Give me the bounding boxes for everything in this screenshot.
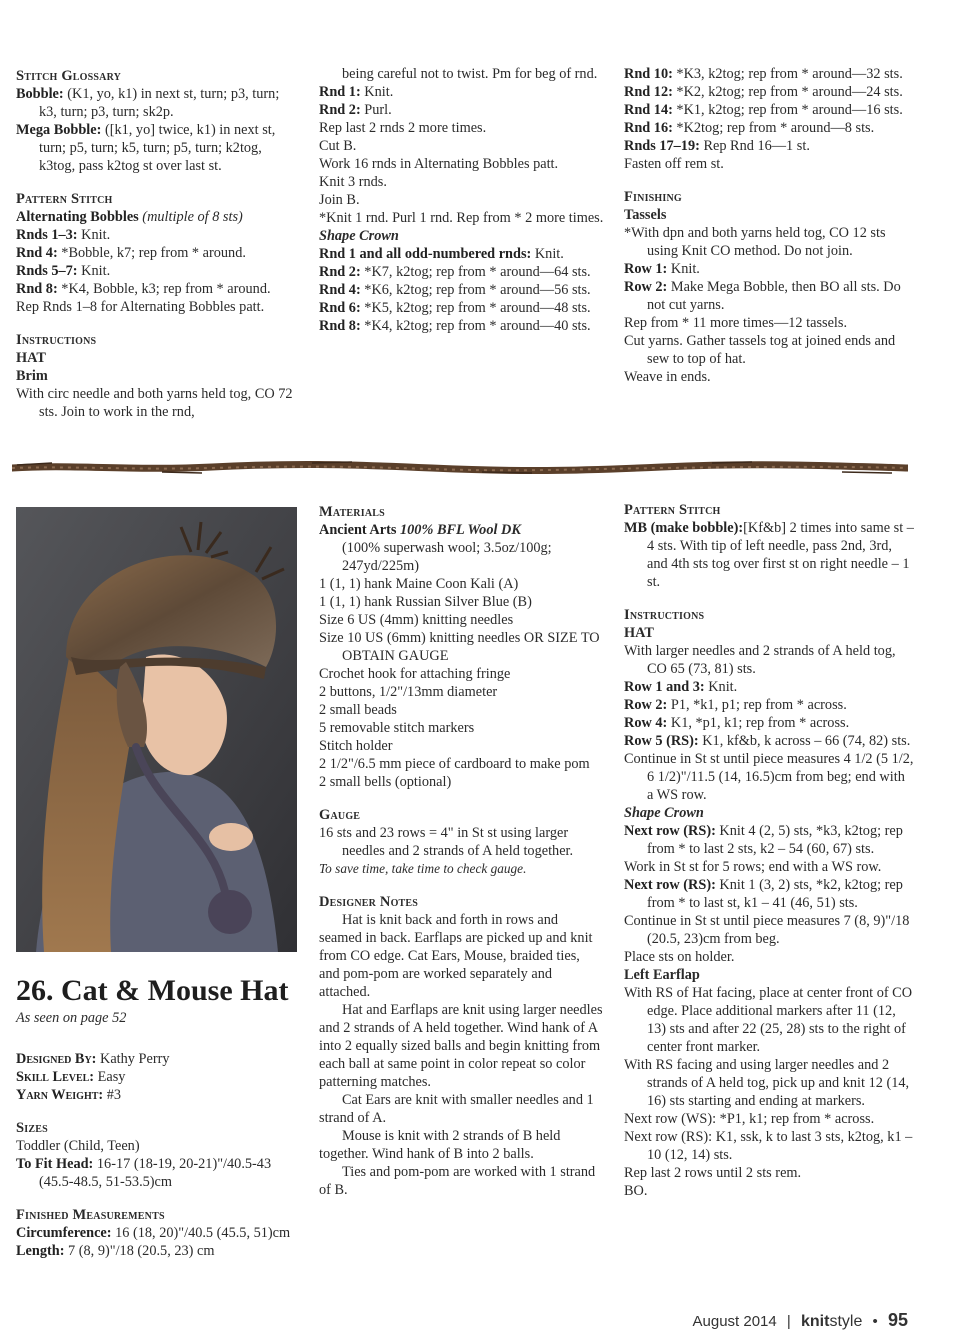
hat-cast-on: With larger needles and 2 strands of A held tog, CO 65 (73, 81) sts.	[624, 643, 896, 677]
note-1: Hat is knit back and forth in rows and seamed in back. Earflaps are picked up and knit from CO edge. Cat Ears, Mouse, braided ties, and pom-pom are worked separately and attached.	[319, 912, 593, 1000]
page-footer	[693, 1310, 909, 1331]
line-work-16: Work 16 rnds in Alternating Bobbles patt.	[319, 156, 559, 172]
gauge-note: To save time, take time to check gauge.	[319, 861, 527, 876]
tassels-4: Weave in ends.	[624, 369, 711, 385]
next-row-2: Next row (RS): Knit 1 (3, 2) sts, *k2, k2tog; rep from * to last st, k1 – 41 (46, 51) sts.	[624, 877, 903, 911]
rnd-10: Rnd 10: *K3, k2tog; rep from * around—32 sts.	[624, 66, 903, 82]
continue-2: Continue in St st until piece measures 7 (8, 9)"/18 (20.5, 23)cm from beg.	[624, 913, 910, 947]
seen-on-page: As seen on page 52	[16, 1010, 127, 1026]
yarn-name: Ancient Arts 100% BFL Wool DK	[319, 522, 521, 538]
note-2: Hat and Earflaps are knit using larger needles and 2 strands of A held together. Wind hank of A into 2 equally sized balls and begin knitting from each ball at same point in color repeat so color patterning matches.	[319, 1002, 603, 1090]
material-5: Crochet hook for attaching fringe	[319, 666, 511, 682]
materials-heading: Materials	[319, 504, 385, 520]
rnd-8: Rnd 8: *K4, Bobble, k3; rep from * around.	[16, 281, 271, 297]
continue-1: Continue in St st until piece measures 4 1/2 (5 1/2, 6 1/2)"/11.5 (14, 16.5)cm from beg; end with a WS row.	[624, 751, 914, 803]
material-9: Stitch holder	[319, 738, 393, 754]
tassels-3: Cut yarns. Gather tassels tog at joined ends and sew to top of hat.	[624, 333, 896, 367]
rnd-4: Rnd 4: *Bobble, k7; rep from * around.	[16, 245, 246, 261]
yarn-divider	[12, 456, 908, 480]
tassel-row-1: Row 1: Knit.	[624, 261, 700, 277]
sizes: Toddler (Child, Teen)	[16, 1138, 140, 1154]
gauge-text: 16 sts and 23 rows = 4" in St st using larger needles and 2 strands of A held together.	[319, 825, 574, 859]
bobble-def: Bobble: (K1, yo, k1) in next st, turn; p3, turn; k3, turn; p3, turn; sk2p.	[16, 86, 280, 120]
instructions-heading-2: Instructions	[624, 607, 705, 623]
pattern-stitch-heading: Pattern Stitch	[16, 191, 113, 207]
hat-heading: HAT	[16, 350, 46, 366]
hat-heading-2: HAT	[624, 625, 654, 641]
crown-rnd-4: Rnd 4: *K6, k2tog; rep from * around—56 sts.	[319, 282, 591, 298]
material-6: 2 buttons, 1/2"/13mm diameter	[319, 684, 498, 700]
pattern-info	[16, 1050, 301, 1260]
finished-measurements-heading: Finished Measurements	[16, 1207, 165, 1223]
make-bobble: MB (make bobble):[Kf&b] 2 times into same st – 4 sts. With tip of left needle, pass 2nd, 3rd, and 4th sts tog over first st on right needle – 1 st.	[624, 520, 914, 590]
material-7: 2 small beads	[319, 702, 397, 718]
rnds-5-7: Rnds 5–7: Knit.	[16, 263, 111, 279]
girl-in-hat-illustration	[16, 507, 297, 952]
designed-by: Designed By: Kathy Perry	[16, 1051, 170, 1067]
rnd-14: Rnd 14: *K1, k2tog; rep from * around—16 sts.	[624, 102, 903, 118]
material-3: Size 6 US (4mm) knitting needles	[319, 612, 514, 628]
skill-level: Skill Level: Easy	[16, 1069, 126, 1085]
designer-notes-heading: Designer Notes	[319, 894, 419, 910]
instructions-heading: Instructions	[16, 332, 97, 348]
earflap-2: With RS facing and using larger needles and 2 strands of A held tog, pick up and knit 12 (14, 16) sts starting and ending at markers.	[624, 1057, 910, 1109]
tassel-row-2: Row 2: Make Mega Bobble, then BO all sts. Do not cut yarns.	[624, 279, 901, 313]
line-join-b: Join B.	[319, 192, 360, 208]
pattern-title: 26. Cat & Mouse Hat	[16, 974, 289, 1007]
yarn-detail: (100% superwash wool; 3.5oz/100g; 247yd/225m)	[342, 540, 552, 574]
material-10: 2 1/2"/6.5 mm piece of cardboard to make pom	[319, 756, 590, 772]
finishing-heading: Finishing	[624, 189, 682, 205]
right-column	[624, 501, 914, 1200]
crown-rnd-6: Rnd 6: *K5, k2tog; rep from * around—48 sts.	[319, 300, 591, 316]
page-number: 95	[887, 1310, 908, 1330]
rnd-12: Rnd 12: *K2, k2tog; rep from * around—24 sts.	[624, 84, 903, 100]
note-4: Mouse is knit with 2 strands of B held together. Wind hank of B into 2 balls.	[319, 1128, 561, 1162]
earflap-4: Next row (RS): K1, ssk, k to last 3 sts, k2tog, k1 – 10 (12, 14) sts.	[624, 1129, 913, 1163]
shape-crown-heading: Shape Crown	[319, 228, 399, 244]
middle-column	[319, 503, 604, 1199]
shape-crown-heading-2: Shape Crown	[624, 805, 704, 821]
rep-rnds: Rep Rnds 1–8 for Alternating Bobbles patt.	[16, 299, 265, 315]
rnds-1-3: Rnds 1–3: Knit.	[16, 227, 111, 243]
row-5: Row 5 (RS): K1, kf&b, k across – 66 (74, 82) sts.	[624, 733, 911, 749]
rnds-17-19: Rnds 17–19: Rep Rnd 16—1 st.	[624, 138, 810, 154]
top-column-2	[319, 65, 609, 335]
note-3: Cat Ears are knit with smaller needles and 1 strand of A.	[319, 1092, 594, 1126]
material-8: 5 removable stitch markers	[319, 720, 475, 736]
row-2: Row 2: P1, *k1, p1; rep from * across.	[624, 697, 847, 713]
rnd-16: Rnd 16: *K2tog; rep from * around—8 sts.	[624, 120, 875, 136]
line-rep: Rep last 2 rnds 2 more times.	[319, 120, 487, 136]
place-holder: Place sts on holder.	[624, 949, 735, 965]
sizes-heading: Sizes	[16, 1120, 48, 1136]
material-4: Size 10 US (6mm) knitting needles OR SIZE TO OBTAIN GAUGE	[319, 630, 600, 664]
model-photo	[16, 507, 297, 952]
pattern-stitch-heading-2: Pattern Stitch	[624, 502, 721, 518]
earflap-3: Next row (WS): *P1, k1; rep from * across.	[624, 1111, 875, 1127]
earflap-5: Rep last 2 rows until 2 sts rem.	[624, 1165, 802, 1181]
tassels-1: *With dpn and both yarns held tog, CO 12 sts using Knit CO method. Do not join.	[624, 225, 886, 259]
magazine-brand: knitstyle	[801, 1313, 863, 1330]
note-5: Ties and pom-pom are worked with 1 strand of B.	[319, 1164, 596, 1198]
top-column-1	[16, 67, 294, 421]
tassels-2: Rep from * 11 more times—12 tassels.	[624, 315, 848, 331]
crown-rnd-8: Rnd 8: *K4, k2tog; rep from * around—40 sts.	[319, 318, 591, 334]
crown-rnd-2: Rnd 2: *K7, k2tog; rep from * around—64 sts.	[319, 264, 591, 280]
stitch-glossary-heading: Stitch Glossary	[16, 68, 122, 84]
mega-bobble-def: Mega Bobble: ([k1, yo] twice, k1) in next st, turn; p5, turn; k5, turn; p5, turn; k2tog, k3tog, pass k2tog st over last st.	[16, 122, 276, 174]
alternating-bobbles: Alternating Bobbles (multiple of 8 sts)	[16, 209, 243, 225]
brim-heading: Brim	[16, 368, 48, 384]
circumference: Circumference: 16 (18, 20)"/40.5 (45.5, 51)cm	[16, 1225, 291, 1241]
material-1: 1 (1, 1) hank Maine Coon Kali (A)	[319, 576, 519, 592]
footer-separator: |	[786, 1313, 791, 1330]
crown-odd: Rnd 1 and all odd-numbered rnds: Knit.	[319, 246, 564, 262]
brim-cont: being careful not to twist. Pm for beg of rnd.	[342, 66, 598, 82]
tassels-heading: Tassels	[624, 207, 667, 223]
line-knit-purl: *Knit 1 rnd. Purl 1 rnd. Rep from * 2 more times.	[319, 210, 604, 226]
earflap-1: With RS of Hat facing, place at center front of CO edge. Place additional markers after 11 (12, 13) sts and after 22 (25, 28) sts to the right of center front marker.	[624, 985, 913, 1055]
material-2: 1 (1, 1) hank Russian Silver Blue (B)	[319, 594, 532, 610]
left-earflap-heading: Left Earflap	[624, 967, 700, 983]
rnd-1: Rnd 1: Knit.	[319, 84, 394, 100]
gauge-heading: Gauge	[319, 807, 361, 823]
line-cut-b: Cut B.	[319, 138, 357, 154]
row-1-3: Row 1 and 3: Knit.	[624, 679, 738, 695]
line-knit-3: Knit 3 rnds.	[319, 174, 387, 190]
next-row-1: Next row (RS): Knit 4 (2, 5) sts, *k3, k2tog; rep from * to last 2 sts, k2 – 54 (60, 67) sts.	[624, 823, 903, 857]
work-st-st: Work in St st for 5 rows; end with a WS row.	[624, 859, 882, 875]
to-fit-head: To Fit Head: 16-17 (18-19, 20-21)"/40.5-43 (45.5-48.5, 51-53.5)cm	[16, 1156, 272, 1190]
top-column-3	[624, 65, 914, 386]
length: Length: 7 (8, 9)"/18 (20.5, 23) cm	[16, 1243, 215, 1259]
rnd-2: Rnd 2: Purl.	[319, 102, 392, 118]
fasten-off: Fasten off rem st.	[624, 156, 724, 172]
yarn-weight: Yarn Weight: #3	[16, 1087, 122, 1103]
brim-text: With circ needle and both yarns held tog, CO 72 sts. Join to work in the rnd,	[16, 386, 293, 420]
row-4: Row 4: K1, *p1, k1; rep from * across.	[624, 715, 850, 731]
footer-bullet: •	[872, 1313, 878, 1330]
earflap-6: BO.	[624, 1183, 648, 1199]
issue-date: August 2014	[692, 1313, 777, 1330]
material-11: 2 small bells (optional)	[319, 774, 452, 790]
